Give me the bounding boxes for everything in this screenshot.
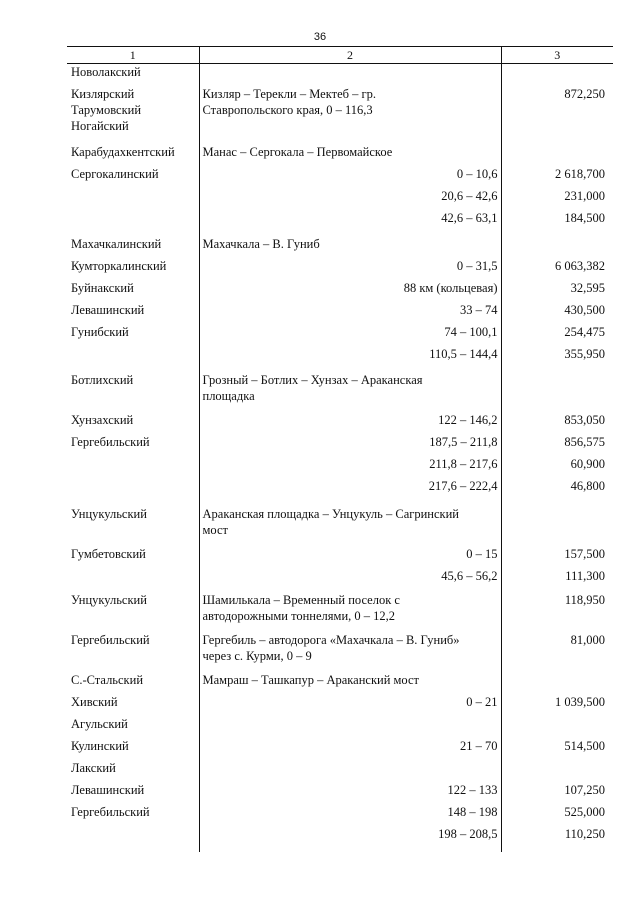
road-cell <box>199 280 501 302</box>
road-section: 122 – 133 <box>447 782 498 797</box>
road-cell <box>199 188 501 210</box>
district-cell <box>67 804 199 826</box>
road-cell <box>199 456 501 478</box>
road-section: 0 – 21 <box>466 694 498 709</box>
table-row <box>67 324 613 346</box>
table-row <box>67 738 613 760</box>
district-name: Лакский <box>71 760 116 775</box>
district-cell <box>67 324 199 346</box>
district-name: Кумторкалинский <box>71 258 167 273</box>
road-section: 217,6 – 222,4 <box>428 478 498 493</box>
value-cell <box>501 760 613 782</box>
district-name: Новолакский <box>71 65 141 79</box>
value: 525,000 <box>564 804 605 819</box>
value-cell <box>501 434 613 456</box>
value-cell <box>501 738 613 760</box>
roads-table <box>67 46 613 852</box>
district-cell <box>67 760 199 782</box>
district-name: Левашинский <box>71 782 145 797</box>
district-cell <box>67 412 199 434</box>
road-cell <box>199 434 501 456</box>
district-cell <box>67 782 199 804</box>
road-cell <box>199 144 501 166</box>
road-cell <box>199 694 501 716</box>
district-name: Гергебильский <box>71 434 150 449</box>
value: 157,500 <box>564 546 605 561</box>
value-cell <box>501 86 613 144</box>
value: 856,575 <box>564 434 605 449</box>
district-cell <box>67 280 199 302</box>
road-section: 33 – 74 <box>460 302 498 317</box>
road-cell <box>199 592 501 632</box>
value-cell <box>501 716 613 738</box>
road-section: 42,6 – 63,1 <box>441 210 498 225</box>
road-section: 198 – 208,5 <box>438 826 498 841</box>
column-header-1: 1 <box>67 47 199 64</box>
value-cell <box>501 324 613 346</box>
table-row <box>67 280 613 302</box>
table-row <box>67 760 613 782</box>
table-row <box>67 302 613 324</box>
road-section: Махачкала – В. Гуниб <box>202 236 320 251</box>
road-section: Мамраш – Ташкапур – Араканский мост <box>202 672 420 687</box>
value: 110,250 <box>564 826 605 841</box>
district-cell <box>67 506 199 546</box>
table-row <box>67 506 613 546</box>
district-name: Буйнакский <box>71 280 134 295</box>
value-cell <box>501 166 613 188</box>
value: 46,800 <box>570 478 605 493</box>
road-section: Манас – Сергокала – Первомайское <box>202 144 393 159</box>
value: 355,950 <box>564 346 605 361</box>
road-cell <box>199 166 501 188</box>
road-section: 88 км (кольцевая) <box>403 280 498 295</box>
district-cell <box>67 166 199 188</box>
district-name: Левашинский <box>71 302 145 317</box>
road-cell <box>199 86 501 144</box>
district-name: Карабудахкентский <box>71 144 175 159</box>
road-section: 122 – 146,2 <box>438 412 498 427</box>
value-cell <box>501 568 613 592</box>
value-cell <box>501 188 613 210</box>
value: 231,000 <box>564 188 605 203</box>
district-cell <box>67 258 199 280</box>
table-row <box>67 782 613 804</box>
road-section: 45,6 – 56,2 <box>441 568 498 583</box>
road-cell <box>199 546 501 568</box>
road-cell <box>199 826 501 852</box>
value-cell <box>501 546 613 568</box>
value: 2 618,700 <box>555 166 605 181</box>
table-row <box>67 346 613 372</box>
district-cell <box>67 716 199 738</box>
table-row <box>67 456 613 478</box>
table-row <box>67 210 613 236</box>
district-name: Унцукульский <box>71 592 147 607</box>
column-header-2: 2 <box>199 47 501 64</box>
table-row <box>67 434 613 456</box>
district-cell <box>67 738 199 760</box>
table-row <box>67 568 613 592</box>
district-cell <box>67 210 199 236</box>
district-cell <box>67 372 199 412</box>
road-cell <box>199 412 501 434</box>
page-number: 36 <box>313 31 327 43</box>
table-row <box>67 694 613 716</box>
road-section: 0 – 10,6 <box>456 166 498 181</box>
road-section: 74 – 100,1 <box>444 324 498 339</box>
road-section: 187,5 – 211,8 <box>429 434 498 449</box>
district-cell <box>67 478 199 506</box>
value: 430,500 <box>564 302 605 317</box>
value: 118,950 <box>564 592 605 607</box>
road-section: 20,6 – 42,6 <box>441 188 498 203</box>
road-cell <box>199 478 501 506</box>
district-cell <box>67 188 199 210</box>
table-row <box>67 144 613 166</box>
table-row <box>67 546 613 568</box>
column-header-3: 3 <box>501 47 613 64</box>
value-cell <box>501 804 613 826</box>
district-cell <box>67 236 199 258</box>
value-cell <box>501 412 613 434</box>
value: 254,475 <box>564 324 605 339</box>
road-cell <box>199 782 501 804</box>
value-cell <box>501 64 613 86</box>
road-cell <box>199 804 501 826</box>
road-cell <box>199 236 501 258</box>
district-cell <box>67 456 199 478</box>
road-section: 0 – 31,5 <box>456 258 498 273</box>
table-row <box>67 258 613 280</box>
district-cell <box>67 672 199 694</box>
district-name: С.-Стальский <box>71 672 144 687</box>
value: 872,250 <box>564 86 605 101</box>
road-section: Кизляр – Терекли – Мектеб – гр. Ставропольского края, 0 – 116,3 <box>202 86 376 117</box>
table-row <box>67 86 613 144</box>
district-cell <box>67 434 199 456</box>
district-cell <box>67 64 199 86</box>
road-cell <box>199 210 501 236</box>
district-cell <box>67 592 199 632</box>
value: 81,000 <box>570 632 605 647</box>
road-cell <box>199 716 501 738</box>
table-row <box>67 188 613 210</box>
value-cell <box>501 346 613 372</box>
road-cell <box>199 760 501 782</box>
road-cell <box>199 632 501 672</box>
district-cell <box>67 144 199 166</box>
road-cell <box>199 672 501 694</box>
road-section: Араканская площадка – Унцукуль – Сагринский мост <box>202 506 460 537</box>
district-cell <box>67 694 199 716</box>
district-cell <box>67 346 199 372</box>
road-cell <box>199 324 501 346</box>
table-row <box>67 166 613 188</box>
table-row <box>67 592 613 632</box>
value-cell <box>501 506 613 546</box>
district-name: Агульский <box>71 716 128 731</box>
value-cell <box>501 372 613 412</box>
table-row <box>67 826 613 852</box>
value: 853,050 <box>564 412 605 427</box>
value-cell <box>501 144 613 166</box>
value: 111,300 <box>565 568 605 583</box>
road-section: Гергебиль – автодорога «Махачкала – В. Гуниб» через с. Курми, 0 – 9 <box>202 632 460 663</box>
table-row <box>67 804 613 826</box>
district-name: Кизлярский Тарумовский Ногайский <box>71 86 142 133</box>
road-section: 21 – 70 <box>460 738 498 753</box>
road-section: 148 – 198 <box>447 804 498 819</box>
value: 107,250 <box>564 782 605 797</box>
value-cell <box>501 592 613 632</box>
table-row <box>67 412 613 434</box>
table-row <box>67 372 613 412</box>
road-section: 211,8 – 217,6 <box>429 456 498 471</box>
road-section: 110,5 – 144,4 <box>429 346 498 361</box>
road-cell <box>199 506 501 546</box>
district-name: Унцукульский <box>71 506 147 521</box>
district-cell <box>67 546 199 568</box>
road-cell <box>199 568 501 592</box>
district-cell <box>67 568 199 592</box>
value-cell <box>501 456 613 478</box>
road-cell <box>199 64 501 86</box>
value-cell <box>501 672 613 694</box>
value-cell <box>501 632 613 672</box>
road-cell <box>199 372 501 412</box>
table-header <box>67 47 613 64</box>
value-cell <box>501 258 613 280</box>
road-cell <box>199 302 501 324</box>
district-name: Гергебильский <box>71 632 150 647</box>
road-cell <box>199 738 501 760</box>
road-cell <box>199 346 501 372</box>
district-name: Кулинский <box>71 738 129 753</box>
value-cell <box>501 782 613 804</box>
road-section: 0 – 15 <box>466 546 498 561</box>
district-name: Махачкалинский <box>71 236 162 251</box>
value: 6 063,382 <box>555 258 605 273</box>
district-cell <box>67 86 199 144</box>
district-name: Гумбетовский <box>71 546 146 561</box>
header-row <box>67 47 613 64</box>
table-row <box>67 716 613 738</box>
value: 60,900 <box>570 456 605 471</box>
district-name: Гергебильский <box>71 804 150 819</box>
value: 1 039,500 <box>555 694 605 709</box>
district-cell <box>67 632 199 672</box>
table-row <box>67 478 613 506</box>
table-row <box>67 672 613 694</box>
table-body <box>67 64 613 852</box>
value-cell <box>501 210 613 236</box>
district-name: Хивский <box>71 694 118 709</box>
table-row <box>67 64 613 86</box>
value-cell <box>501 826 613 852</box>
value-cell <box>501 302 613 324</box>
road-section: Шамилькала – Временный поселок с автодорожными тоннелями, 0 – 12,2 <box>202 592 400 623</box>
value: 184,500 <box>564 210 605 225</box>
district-name: Сергокалинский <box>71 166 159 181</box>
district-cell <box>67 302 199 324</box>
district-cell <box>67 826 199 852</box>
value-cell <box>501 280 613 302</box>
value-cell <box>501 236 613 258</box>
value: 514,500 <box>564 738 605 753</box>
road-cell <box>199 258 501 280</box>
table-row <box>67 236 613 258</box>
district-name: Гунибский <box>71 324 129 339</box>
district-name: Ботлихский <box>71 372 134 387</box>
value-cell <box>501 694 613 716</box>
value-cell <box>501 478 613 506</box>
road-section: Грозный – Ботлих – Хунзах – Араканская площадка <box>202 372 423 403</box>
table-row <box>67 632 613 672</box>
district-name: Хунзахский <box>71 412 134 427</box>
value: 32,595 <box>570 280 605 295</box>
